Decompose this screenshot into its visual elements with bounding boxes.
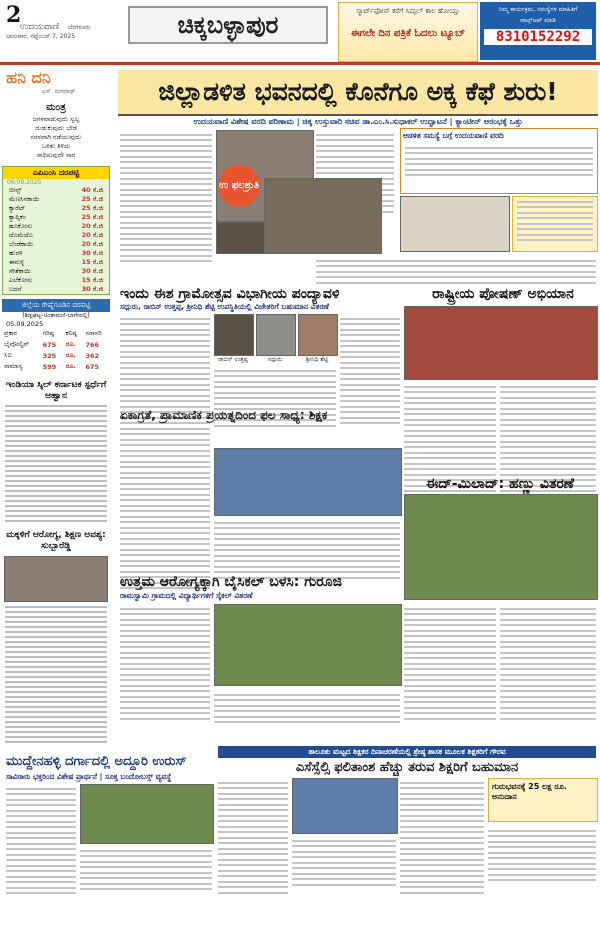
price-value: 30 ಕೆ.ಜಿ xyxy=(81,285,103,293)
story-cycle-sub: ರಾಮಸ್ವಾಮಿ ಗ್ರಾಮದಲ್ಲಿ ವಿದ್ಯಾರ್ಥಿಗಳಿಗೆ ಸೈಕಲ್ ವಿತರಣೆ xyxy=(120,591,253,600)
price-value: 30 ಕೆ.ಜಿ xyxy=(81,267,103,275)
story-ssc-photo xyxy=(292,778,398,834)
left-story-skill-title: ಇಂಡಿಯಾ ಸ್ಕಿಲ್ ಕರ್ನಾಟಕ ಸ್ಪರ್ಧೆಗೆ ಆಹ್ವಾನ xyxy=(5,380,107,401)
silk-cell-min: ರೂ. xyxy=(65,362,76,370)
silk-cell-type: ಸಾಮಾನ್ಯ xyxy=(4,362,23,370)
brand-logo: ಹನಿ ದನಿ xyxy=(6,68,51,87)
story-teacher-title: ಏಕಾಗ್ರತೆ, ಪ್ರಾಮಾಣಿಕ ಪ್ರಯತ್ನದಿಂದ ಫಲ ಸಾಧ್ಯ: ಶಿಕ್ಷಕ xyxy=(120,408,328,422)
silk-col-max: ಗರಿಷ್ಠ xyxy=(42,329,54,337)
date-line: ಭಾನುವಾರ, ಸೆಪ್ಟೆಂಬರ್ 7, 2025 xyxy=(6,33,76,40)
price-row xyxy=(3,267,109,276)
lead-banner xyxy=(118,70,598,116)
price-item: ಸೌತೆಕಾಯಿ xyxy=(9,267,31,275)
clipping-caption xyxy=(512,196,598,252)
story-urus-body-1 xyxy=(6,784,76,898)
header-rule xyxy=(0,62,600,65)
price-row xyxy=(3,276,109,285)
gurubhavana-box xyxy=(488,778,598,822)
brand-author: ಎಸ್. ರಂಗನಾಥ್ xyxy=(42,88,76,95)
silk-cell-avg: 766 xyxy=(85,340,100,349)
akka-box xyxy=(400,128,598,194)
mantra-line: ಜಗಳವಾಡುವುದು ಸ್ವಲ್ಪ xyxy=(32,115,80,123)
story-eid-body-2 xyxy=(500,604,596,723)
ad-left-headline: ಈಗಲೇ ದಿನ ಪತ್ರಿಕೆ ಓದಲು ಟ್ಯೂಬ್ xyxy=(350,28,466,39)
left-story-photo xyxy=(4,556,108,602)
story-urus-photo xyxy=(80,784,214,844)
price-item: ಈರುಳ್ಳಿ xyxy=(9,258,25,266)
price-row xyxy=(3,249,109,258)
silk-col-type: ಪ್ರಕಾರ xyxy=(4,329,18,337)
akka-box-title: ಆಡಳಿತ ಸಮಸ್ಯೆ ಬಗ್ಗೆ ಉದಯವಾಣಿ ವರದಿ xyxy=(403,131,504,140)
header-ad-left xyxy=(338,2,478,62)
silk-cell-min: ರೂ. xyxy=(65,351,76,359)
silk-title: ಜಿಲ್ಲೆಯ ರೇಷ್ಮೆಗೂಡಿನ ದರಪಟ್ಟಿ xyxy=(2,299,110,312)
mantra-line: ಸಾಧಿಸುವುದೇ ಸಾರ xyxy=(36,151,76,159)
silk-cell-min: ರೂ. xyxy=(65,340,76,348)
left-story-skill-body xyxy=(5,405,107,522)
silk-table-header xyxy=(2,328,110,339)
story-teacher-body-2 xyxy=(214,518,400,582)
photo-srinidhi xyxy=(298,314,338,356)
story-ssc-banner: ತಾಲೂಕು ಮಟ್ಟದ ಶಿಕ್ಷಕರ ದಿನಾಚರಣೆಯಲ್ಲಿ ಶ್ರೇಷ್ಠ ಶಾಸಕ ಮೂಲಕ ಶಿಕ್ಷಕರಿಗೆ ಗೌರವ xyxy=(218,746,596,758)
price-item: ಬೀನ್ಸ್ xyxy=(9,186,22,194)
story-teacher-body-1 xyxy=(120,424,210,593)
story-cycle-title: ಉತ್ತಮ ಆರೋಗ್ಯಕ್ಕಾಗಿ ಬೈಸಿಕಲ್ ಬಳಸಿ: ಗುರೂಜಿ xyxy=(120,574,342,590)
apmc-price-box xyxy=(2,166,110,295)
left-story-health-body xyxy=(5,606,107,743)
mantra-title: ಮಂತ್ರ xyxy=(46,102,66,113)
price-row xyxy=(3,213,109,222)
silk-table xyxy=(2,328,110,372)
price-row xyxy=(3,240,109,249)
mantra-line: ಸರಳವಾಗಿ ನಡೆಯುವುದು xyxy=(30,133,82,141)
ad-right-bottom: ವಾಟ್ಸ್ಆಪ್ ಮಾಡಿ xyxy=(520,17,556,24)
ad-left-top: ಸ್ಮಾರ್ಟ್‌ಫೋನ್ ಕರೆಗೆ ಸಿಮ್ಪಲ್ ಕಾಲ ಹೋಯ್ತು xyxy=(356,7,460,15)
price-row xyxy=(3,231,109,240)
silk-subtitle: (ಶಿಡ್ಲಘಟ್ಟ-ಚಿಂತಾಮಣಿ-ಬಾಗೇಪಲ್ಲಿ) xyxy=(22,312,90,319)
lead-body-bottom xyxy=(316,256,596,287)
lead-body-col1 xyxy=(120,130,212,266)
edition-masthead: ಚಿಕ್ಕಬಳ್ಳಾಪುರ xyxy=(128,6,328,44)
silk-col-min: ಕನಿಷ್ಠ xyxy=(65,329,77,337)
story-eid-title: ಈದ್-ಮಿಲಾದ್: ಹಣ್ಣು ವಿತರಣೆ xyxy=(426,476,574,492)
ad-phone-number: 8310152292 xyxy=(484,29,592,45)
price-item: ಎಲೆಕೋಸು xyxy=(9,276,33,284)
price-value: 25 ಕೆ.ಜಿ xyxy=(81,195,103,203)
price-item: ಕ್ಯಾರೆಟ್ xyxy=(9,204,26,212)
silk-cell-type: ಸಿಬಿ xyxy=(4,351,12,359)
price-item: ಮೆಣಸಿನಕಾಯಿ xyxy=(9,195,40,203)
price-row xyxy=(3,222,109,231)
story-teacher-photo xyxy=(214,448,402,516)
name-sadhguru: ಸದ್ಗುರು xyxy=(267,356,283,363)
paper-city: ಬೆಂಗಳೂರು xyxy=(68,24,91,31)
price-value: 25 ಕೆ.ಜಿ xyxy=(81,213,103,221)
price-item: ಕ್ಯಾಪ್ಸಿಕಂ xyxy=(9,213,26,221)
story-isha-title: ಇಂದು ಈಶ ಗ್ರಾಮೋತ್ಸವ ವಿಭಾಗೀಯ ಪಂದ್ಯಾವಳಿ xyxy=(120,286,340,302)
price-value: 20 ಕೆ.ಜಿ xyxy=(81,231,103,239)
price-row xyxy=(3,186,109,195)
story-ssc-body-3 xyxy=(400,778,484,897)
name-srinidhi: ಶ್ರೀನಿಧಿ ಶೆಟ್ಟಿ xyxy=(305,356,329,363)
price-item: ಹೂಕೋಸು xyxy=(9,222,33,230)
price-value: 20 ಕೆ.ಜಿ xyxy=(81,222,103,230)
price-row xyxy=(3,195,109,204)
left-story-health-title: ಮಕ್ಕಳಿಗೆ ಆರೋಗ್ಯ, ಶಿಕ್ಷಣ ಅವಶ್ಯ: ಸುಬ್ಬಾರೆಡ್ಡಿ xyxy=(6,530,106,551)
ad-right-top: ನಿಮ್ಮ ಕಾರ್ಯಕ್ರಮ, ಸಮಸ್ಯೆಗಳ ಮಾಹಿತಿಗೆ xyxy=(498,6,578,13)
silk-date: 05.09.2025 xyxy=(6,320,44,328)
story-gurubhavana-body xyxy=(488,826,596,885)
price-value: 15 ಕೆ.ಜಿ xyxy=(81,276,103,284)
silk-row xyxy=(2,339,110,350)
story-eid-photo xyxy=(404,494,598,600)
mantra-line: ದುಡುಕುವುದು ಬೇಡ xyxy=(35,124,77,132)
page-number: 2 xyxy=(6,2,22,28)
gurubhavana-title: ಗುರುಭವನಕ್ಕೆ 25 ಲಕ್ಷ ರೂ. ಅನುದಾನ xyxy=(492,782,567,801)
photo-uthappa xyxy=(214,314,254,356)
story-eid-body-1 xyxy=(404,604,496,723)
lead-headline: ಜಿಲ್ಲಾಡಳಿತ ಭವನದಲ್ಲಿ ಕೊನೆಗೂ ಅಕ್ಕ ಕೆಫೆ ಶುರು! xyxy=(158,77,558,106)
silk-cell-max: 325 xyxy=(42,351,57,360)
silk-col-avg: ಸರಾಸರಿ xyxy=(85,329,102,337)
photo-sadhguru xyxy=(256,314,296,356)
price-item: ಬೆಂಡೆಕಾಯಿ xyxy=(9,240,34,248)
silk-cell-avg: 675 xyxy=(85,362,100,371)
price-row xyxy=(3,258,109,267)
mantra-line: ಒಳಿತು ತಿಳಿದು xyxy=(41,142,71,150)
story-isha-sub: ಸದ್ಗುರು, ರಾಬಿನ್ ಉತ್ತಪ್ಪ, ಶ್ರೀನಿಧಿ ಶೆಟ್ಟಿ ಉಪಸ್ಥಿತಿಯಲ್ಲಿ ವಿಜೇತರಿಗೆ ಬಹುಮಾನ ವಿತರಣೆ xyxy=(120,302,329,311)
price-value: 15 ಕೆ.ಜಿ xyxy=(81,258,103,266)
header-ad-right xyxy=(480,2,596,60)
price-row xyxy=(3,285,109,294)
silk-cell-type: ಬೈವೋಲ್ಟಿನ್ xyxy=(4,340,30,348)
story-urus-sub: ಸಾವಿರಾರು ಭಕ್ತರಿಂದ ವಿಶೇಷ ಪ್ರಾರ್ಥನೆ | ಸೂಕ್ತ ಬಂದೋಬಸ್ತ್ ವ್ಯವಸ್ಥೆ xyxy=(6,772,172,781)
story-poshan-photo xyxy=(404,306,598,380)
story-ssc-title: ಎಸೆಸ್ಸೆಲ್ಸಿ ಫಲಿತಾಂಶ ಹೆಚ್ಚು ತರುವ ಶಿಕ್ಷರಿಗೆ ಬಹುಮಾನ xyxy=(295,760,519,775)
story-cycle-body-1 xyxy=(120,604,210,723)
story-poshan-title: ರಾಷ್ಟ್ರೀಯ ಪೋಷಣ್ ಅಭಿಯಾನ xyxy=(432,286,574,302)
price-item: ಹುರಳಿ xyxy=(9,249,23,257)
lead-photo-3 xyxy=(264,178,382,254)
price-title: ಎಪಿಎಂಸಿ ದರಪಟ್ಟಿ xyxy=(3,167,109,179)
silk-row xyxy=(2,350,110,361)
paper-title: ಉದಯವಾಣಿ xyxy=(20,22,60,32)
price-row xyxy=(3,204,109,213)
phalashruti-badge: ಉ ಫಲಶ್ರುತಿ xyxy=(218,165,260,207)
name-uthappa: ರಾಬಿನ್ ಉತ್ತಪ್ಪ xyxy=(217,356,249,363)
story-urus-title: ಮುದ್ದೇನಹಳ್ಳಿ ದರ್ಗಾದಲ್ಲಿ ಅದ್ದೂರಿ ಉರುಸ್ xyxy=(6,754,187,769)
silk-cell-max: 599 xyxy=(42,362,57,371)
mantra-text xyxy=(2,113,110,162)
story-cycle-photo xyxy=(214,604,402,686)
price-item: ಬದನೆ xyxy=(9,285,22,293)
story-ssc-body-1 xyxy=(218,778,288,897)
story-urus-body-2 xyxy=(80,846,212,894)
price-value: 20 ಕೆ.ಜಿ xyxy=(81,240,103,248)
silk-cell-max: 675 xyxy=(42,340,57,349)
silk-cell-avg: 362 xyxy=(85,351,100,360)
price-item: ಟೊಮೆಟೊ xyxy=(9,231,33,239)
story-cycle-body-2 xyxy=(214,690,400,727)
price-value: 40 ಕೆ.ಜಿ xyxy=(81,186,103,194)
price-value: 30 ಕೆ.ಜಿ xyxy=(81,249,103,257)
paper-name xyxy=(20,22,90,32)
story-ssc-body-2 xyxy=(292,836,396,889)
lead-subheadline: ಉದಯವಾಣಿ ವಿಶೇಷ ವರದಿ ಪರಿಣಾಮ | ಚಿಕ್ಕ ಉಸ್ತುವಾರಿ ಸಚಿವ ಡಾ.ಎಂ.ಸಿ.ಸುಧಾಕರ್ ಉದ್ಘಾಟನೆ | ಕ್ಯಾಂಟೀನ್ ಆರಂಭಕ್ಕೆ ಒತ್ತು xyxy=(193,117,523,126)
price-date: 06.09.2025 xyxy=(7,179,42,186)
price-value: 25 ಕೆ.ಜಿ xyxy=(81,204,103,212)
news-clipping-photo xyxy=(400,196,510,252)
silk-row xyxy=(2,361,110,372)
